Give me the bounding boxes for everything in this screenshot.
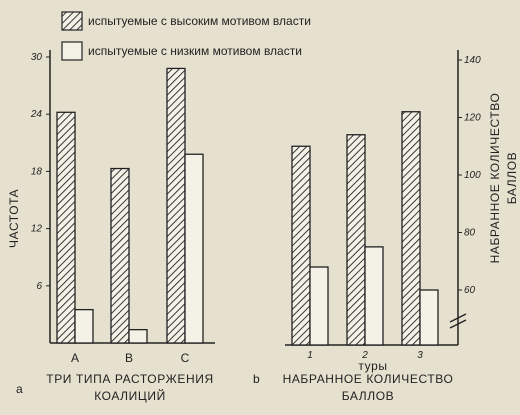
panel-a-ytick-label: 18 [30, 166, 42, 178]
panel-a-bar-low [129, 330, 147, 343]
panel-b-xlabel: туры [358, 359, 388, 373]
panel-b-caption-line1: НАБРАННОЕ КОЛИЧЕСТВО [282, 372, 454, 386]
panel-b-caption-line2: БАЛЛОВ [341, 389, 395, 403]
panel-b-bar-high [347, 135, 365, 345]
panel-a-ytick-label: 6 [36, 280, 42, 292]
panel-a-category-label: C [180, 351, 190, 365]
chart-marks [30, 50, 481, 365]
panel-b-bar-high [292, 146, 310, 345]
panel-b-ylabel-line2: БАЛЛОВ [505, 151, 519, 205]
panel-b-bar-low [420, 290, 438, 345]
panel-a-category-label: A [70, 351, 80, 365]
panel-b-bar-low [365, 247, 383, 345]
panel-b-category-label: 1 [307, 350, 313, 361]
legend-swatch-low [62, 42, 82, 60]
panel-b-category-label: 2 [362, 350, 368, 361]
panel-b-ytick-label: 80 [464, 227, 476, 239]
panel-b-ytick-label: 140 [464, 55, 481, 66]
panel-b-bar-high [402, 112, 420, 345]
panel-a-ytick-label: 24 [30, 109, 42, 121]
panel-a-bar-high [57, 112, 75, 343]
panel-b-ytick-label: 60 [464, 285, 476, 296]
panel-a-ytick-label: 30 [30, 52, 42, 63]
panel-b-ylabel-line1: НАБРАННОЕ КОЛИЧЕСТВО [488, 92, 502, 264]
panel-b-ytick-label: 120 [464, 112, 481, 124]
panel-b-category-label: 3 [417, 350, 423, 361]
panel-a-bar-low [75, 310, 93, 343]
legend-swatch-high [62, 12, 82, 30]
panel-b-ytick-label: 100 [464, 170, 481, 181]
panel-a-bar-low [185, 154, 203, 343]
panel-a-category-label: B [124, 351, 134, 365]
legend-label-low: испытуемые с низким мотивом власти [88, 44, 302, 58]
panel-a-caption-line2: КОАЛИЦИЙ [94, 389, 166, 403]
legend-label-high: испытуемые с высоким мотивом власти [88, 14, 311, 28]
panel-a-bar-high [167, 68, 185, 343]
panel-a-label: a [16, 382, 24, 396]
panel-b-bar-low [310, 267, 328, 345]
panel-a-caption-line1: ТРИ ТИПА РАСТОРЖЕНИЯ [46, 372, 214, 386]
panel-a-ytick-label: 12 [30, 223, 42, 235]
panel-a-ylabel: ЧАСТОТА [7, 188, 21, 248]
panel-a-bar-high [111, 169, 129, 343]
panel-b-label: b [253, 372, 261, 386]
